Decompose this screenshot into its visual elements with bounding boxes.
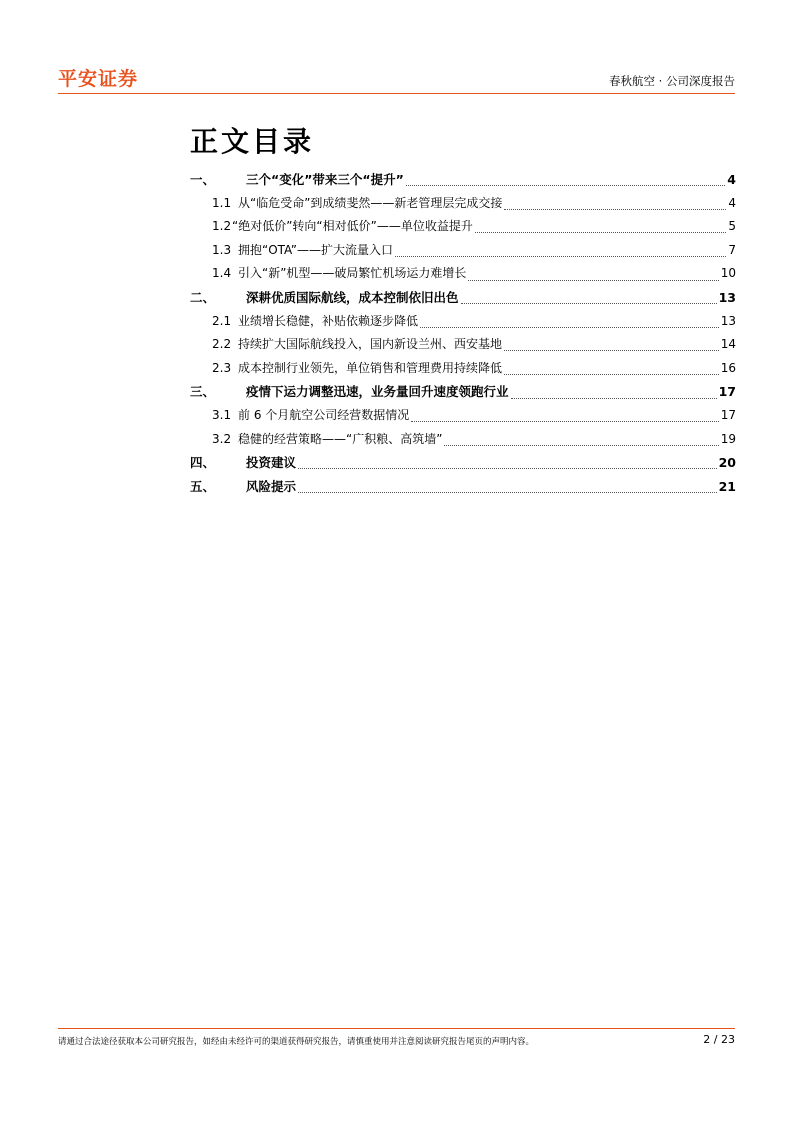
- toc-number: 3.1: [212, 407, 232, 422]
- page-indicator: 2 / 23: [703, 1033, 735, 1046]
- toc-page: 16: [720, 360, 736, 375]
- toc-entry-1-3[interactable]: [190, 241, 736, 265]
- toc-number: 1.1: [212, 195, 232, 210]
- toc-page: 20: [718, 455, 736, 471]
- toc-entry-5[interactable]: [190, 477, 736, 501]
- footer-divider: [58, 1028, 735, 1029]
- footer-disclaimer: 请通过合法途径获取本公司研究报告，如经由未经许可的渠道获得研究报告，请慎重使用并注意阅读研究报告尾页的声明内容。: [58, 1037, 535, 1047]
- toc-leader: [511, 390, 717, 399]
- toc-leader: [504, 366, 719, 375]
- toc-entry-1-4[interactable]: [190, 264, 736, 288]
- toc-page: 17: [720, 407, 736, 422]
- toc-leader: [461, 295, 717, 304]
- toc-page: 17: [718, 384, 736, 400]
- toc-number: 2.1: [212, 313, 232, 328]
- toc-number: 二、: [190, 289, 216, 305]
- toc-number: 三、: [190, 384, 216, 400]
- toc-page: 19: [720, 431, 736, 446]
- toc-number: 一、: [190, 172, 216, 187]
- toc-title: 拥抱“OTA”——扩大流量入口: [238, 242, 394, 257]
- toc-title: 疫情下运力调整迅速，业务量回升速度领跑行业: [246, 384, 509, 400]
- toc-leader: [444, 437, 718, 446]
- toc-entry-2-3[interactable]: [190, 359, 736, 383]
- brand-logo: 平安证券: [58, 68, 139, 90]
- toc-number: 3.2: [212, 431, 232, 446]
- toc-title: 风险提示: [246, 478, 297, 494]
- toc-entry-4[interactable]: [190, 453, 736, 477]
- toc-page: 21: [718, 478, 736, 494]
- toc-number: 五、: [190, 478, 216, 494]
- toc-page: 14: [720, 337, 736, 352]
- toc-title: 稳健的经营策略——“广积粮、高筑墙”: [238, 431, 443, 446]
- toc-entry-1[interactable]: [190, 170, 736, 194]
- toc-page: 10: [720, 266, 736, 281]
- toc-leader: [298, 460, 717, 469]
- toc-entry-3-2[interactable]: [190, 430, 736, 454]
- toc-leader: [475, 224, 726, 233]
- header-divider: [58, 93, 735, 94]
- toc-page: 5: [728, 219, 736, 234]
- toc-leader: [420, 319, 719, 328]
- toc-entry-2-2[interactable]: [190, 335, 736, 359]
- toc-title: 业绩增长稳健，补贴依赖逐步降低: [238, 313, 419, 328]
- toc-entry-2-1[interactable]: [190, 312, 736, 336]
- toc-leader: [411, 413, 718, 422]
- toc-page: 7: [728, 242, 736, 257]
- table-of-contents: [190, 170, 736, 500]
- toc-title: 成本控制行业领先，单位销售和管理费用持续降低: [238, 360, 503, 375]
- toc-page: 4: [727, 172, 736, 187]
- toc-title: 深耕优质国际航线，成本控制依旧出色: [246, 289, 459, 305]
- toc-title: 投资建议: [246, 455, 297, 471]
- toc-leader: [406, 177, 725, 186]
- toc-number: 2.2: [212, 337, 232, 352]
- toc-entry-2[interactable]: [190, 288, 736, 312]
- toc-title: 持续扩大国际航线投入，国内新设兰州、西安基地: [238, 337, 503, 352]
- toc-number: 1.3: [212, 242, 232, 257]
- toc-entry-3[interactable]: [190, 382, 736, 406]
- toc-entry-3-1[interactable]: [190, 406, 736, 430]
- toc-title: 三个“变化”带来三个“提升”: [246, 172, 404, 187]
- toc-entry-1-1[interactable]: [190, 194, 736, 218]
- toc-title: 从“临危受命”到成绩斐然——新老管理层完成交接: [238, 195, 503, 210]
- toc-title: 引入“新”机型——破局繁忙机场运力难增长: [238, 266, 467, 281]
- toc-page: 13: [718, 289, 736, 305]
- toc-title: “绝对低价”转向“相对低价”——单位收益提升: [232, 219, 473, 234]
- page-title: 正文目录: [190, 125, 315, 158]
- toc-leader: [298, 484, 717, 493]
- toc-entry-1-2[interactable]: [190, 217, 736, 241]
- toc-number: 四、: [190, 455, 216, 471]
- toc-number: 1.4: [212, 266, 232, 281]
- toc-leader: [504, 342, 719, 351]
- toc-leader: [395, 248, 726, 257]
- toc-title: 前 6 个月航空公司经营数据情况: [238, 407, 410, 422]
- toc-page: 13: [720, 313, 736, 328]
- toc-number: 1.2: [212, 219, 232, 234]
- toc-page: 4: [728, 195, 736, 210]
- toc-leader: [468, 272, 718, 281]
- toc-leader: [504, 201, 726, 210]
- document-label: 春秋航空 · 公司深度报告: [609, 74, 735, 88]
- toc-number: 2.3: [212, 360, 232, 375]
